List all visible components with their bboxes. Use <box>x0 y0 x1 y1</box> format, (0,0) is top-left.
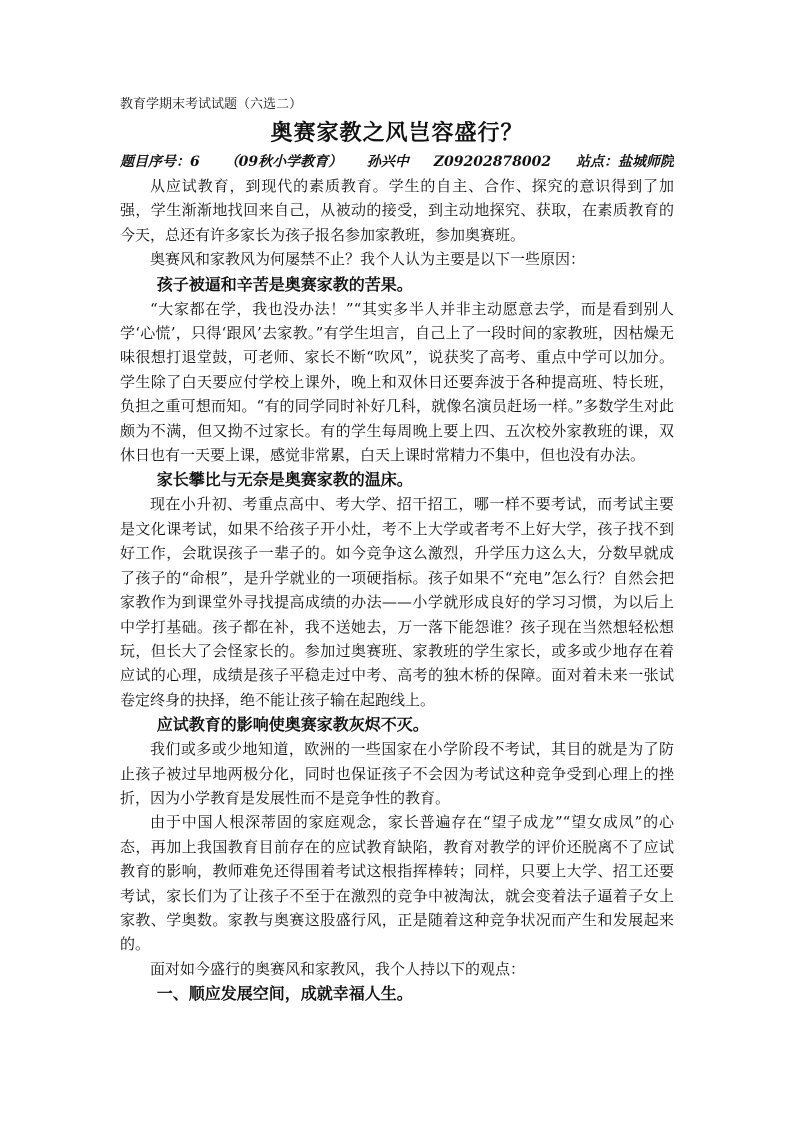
paragraph-intro: 从应试教育，到现代的素质教育。学生的自主、合作、探究的意识得到了加强，学生渐渐地找回来自己，从被动的接受，到主动地探究、获取，在素质教育的今天，总还有许多家长为孩子报名参加家教班，参加奥赛班。 <box>120 177 674 244</box>
document-page <box>120 94 674 1006</box>
section-heading-2: 家长攀比与无奈是奥赛家教的温床。 <box>156 470 413 490</box>
section-heading-1: 孩子被逼和辛苦是奥赛家教的苦果。 <box>156 274 413 294</box>
exam-header: 教育学期末考试试题（六选二） <box>120 97 303 112</box>
paragraph-student-burden: “大家都在学，我也没办法！”“其实多半人并非主动愿意去学，而是看到别人学‘心慌’，只得‘跟风’去家教。”有学生坦言，自己上了一段时间的家教班，因枯燥无味很想打退堂鼓，可老师、家长不断“吹风”，说获奖了高考、重点中学可以加分。学生除了白天要应付学校上课外，晚上和双休日还要奔波于各种提高班、特长班，负担之重可想而知。“有的同学同时补好几科，就像名演员赶场一样。”多数学生对此颇为不满，但又拗不过家长。有的学生每周晚上要上四、五次校外家教班的课，双休日也有一天要上课，感觉非常累，白天上课时常精力不集中，但也没有办法。 <box>120 299 674 465</box>
paragraph-parent-pressure: 现在小升初、考重点高中、考大学、招干招工，哪一样不要考试，而考试主要是文化课考试，如果不给孩子开小灶，考不上大学或者考不上好大学，孩子找不到好工作，会耽误孩子一辈子的。如今竞争这么激烈，升学压力这么大，分数早就成了孩子的“命根”，是升学就业的一项硬指标。孩子如果不“充电”怎么行？自然会把家教作为到课堂外寻找提高成绩的办法——小学就形成良好的学习习惯，为以后上中学打基础。孩子都在补，我不送她去，万一落下能怨谁？孩子现在当然想轻松想玩，但长大了会怪家长的。参加过奥赛班、家教班的学生家长，或多或少地存在着应试的心理，成绩是孩子平稳走过中考、高考的独木桥的保障。面对着未来一张试卷定终身的抉择，绝不能让孩子输在起跑线上。 <box>120 495 674 709</box>
student-id: Z09202878002 <box>433 154 552 170</box>
paragraph-europe-example: 我们或多或少地知道，欧洲的一些国家在小学阶段不考试，其目的就是为了防止孩子被过早地两极分化，同时也保证孩子不会因为考试这种竞争受到心理上的挫折，因为小学教育是发展性而不是竞争性的教育。 <box>120 740 674 807</box>
paragraph-viewpoint-lead: 面对如今盛行的奥赛风和家教风，我个人持以下的观点： <box>150 959 526 978</box>
study-site: 站点：盐城师院 <box>575 154 674 170</box>
paragraph-family-values: 由于中国人根深蒂固的家庭观念，家长普遍存在“望子成龙”“望女成凤”的心态，再加上我国教育目前存在的应试教育缺陷，教育对教学的评价还脱离不了应试教育的影响，教师难免还得围着考试这根指挥棒转；同样，只要上大学、招工还要考试，家长们为了让孩子不至于在激烈的竞争中被淘汰，就会变着法子逼着子女上家教、学奥数。家教与奥赛这股盛行风，正是随着这种竞争状况而产生和发展起来的。 <box>120 813 674 954</box>
essay-title: 奥赛家教之风岂容盛行？ <box>270 120 524 146</box>
section-heading-4: 一、顺应发展空间，成就幸福人生。 <box>156 984 413 1004</box>
author-name: 孙兴中 <box>366 154 409 170</box>
section-heading-3: 应试教育的影响使奥赛家教灰烬不灭。 <box>156 715 429 735</box>
paragraph-reasons-lead: 奥赛风和家教风为何屡禁不止？我个人认为主要是以下一些原因： <box>150 250 586 269</box>
class-name: （09秋小学教育） <box>224 154 343 170</box>
question-number: 题目序号：6 <box>120 154 200 170</box>
author-meta-line <box>120 150 674 174</box>
